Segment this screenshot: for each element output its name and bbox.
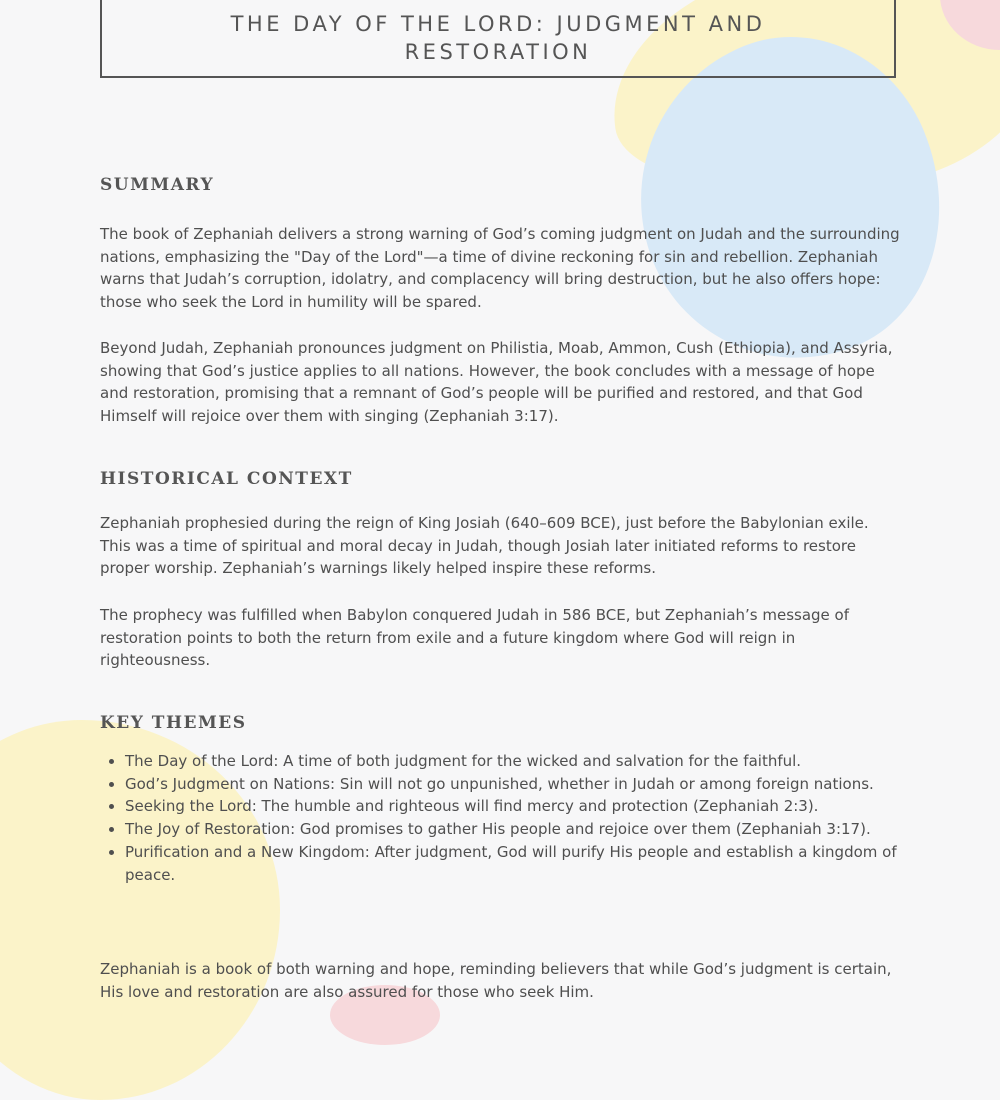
historical-context-paragraph-2: The prophecy was fulfilled when Babylon conquered Judah in 586 BCE, but Zephaniah’s message of restoration points to both the return from exile and a future kingdom where God will reign in righteousness.	[100, 606, 850, 670]
page-title-line-2: RESTORATION	[404, 40, 592, 64]
list-item: • Purification and a New Kingdom: After judgment, God will purify His people and establish a kingdom of peace.	[125, 841, 915, 886]
summary-heading: SUMMARY	[100, 175, 215, 195]
list-item: • The Joy of Restoration: God promises to gather His people and rejoice over them (Zephaniah 3:17).	[125, 818, 915, 841]
key-themes-list	[100, 750, 915, 886]
page-title-line-1: THE DAY OF THE LORD: JUDGMENT AND	[230, 12, 766, 36]
historical-context-paragraph-1: Zephaniah prophesied during the reign of King Josiah (640–609 BCE), just before the Babylonian exile. This was a time of spiritual and moral decay in Judah, though Josiah later initiated reforms to restore proper worship. Zephaniah’s warnings likely helped inspire these reforms.	[100, 514, 869, 578]
list-item: • God’s Judgment on Nations: Sin will not go unpunished, whether in Judah or among foreign nations.	[125, 773, 915, 796]
key-themes-heading: KEY THEMES	[100, 713, 247, 733]
summary-paragraph-1: The book of Zephaniah delivers a strong warning of God’s coming judgment on Judah and the surrounding nations, emphasizing the "Day of the Lord"—a time of divine reckoning for sin and rebellion. Zephaniah warns that Judah’s corruption, idolatry, and complacency will bring destruction, but he also offers hope: those who seek the Lord in humility will be spared.	[100, 225, 900, 312]
list-item: • The Day of the Lord: A time of both judgment for the wicked and salvation for the faithful.	[125, 750, 915, 773]
historical-context-heading: HISTORICAL CONTEXT	[100, 469, 353, 489]
closing-paragraph: Zephaniah is a book of both warning and hope, reminding believers that while God’s judgment is certain, His love and restoration are also assured for those who seek Him.	[100, 960, 892, 1001]
summary-paragraph-2: Beyond Judah, Zephaniah pronounces judgment on Philistia, Moab, Ammon, Cush (Ethiopia), and Assyria, showing that God’s justice applies to all nations. However, the book concludes with a message of hope and restoration, promising that a remnant of God’s people will be purified and restored, and that God Himself will rejoice over them with singing (Zephaniah 3:17).	[100, 339, 893, 426]
list-item: • Seeking the Lord: The humble and righteous will find mercy and protection (Zephaniah 2:3).	[125, 795, 915, 818]
title-box	[100, 0, 896, 78]
